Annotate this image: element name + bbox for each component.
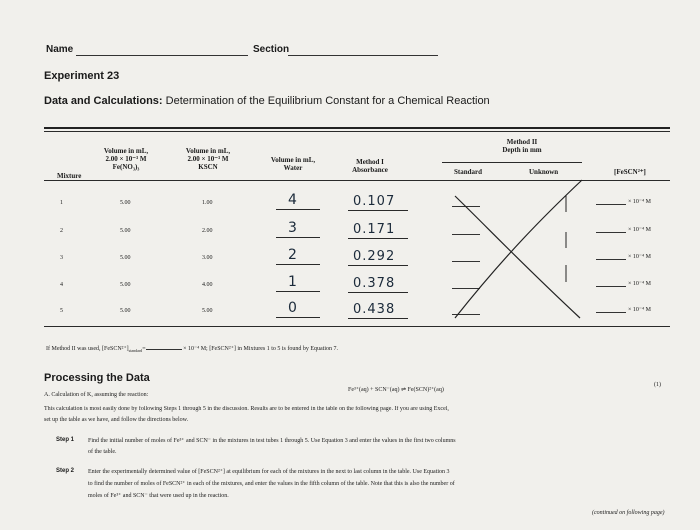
fescn-unit: × 10⁻⁴ M bbox=[628, 227, 651, 233]
header-fescn: [FeSCN²⁺] bbox=[614, 168, 646, 176]
absorbance-handwritten: 0.292 bbox=[353, 249, 396, 264]
note-blank[interactable] bbox=[146, 349, 182, 350]
fescn-unit: × 10⁻⁴ M bbox=[628, 281, 651, 287]
title-bold: Data and Calculations: bbox=[44, 95, 163, 107]
step1-line1: Find the initial number of moles of Fe³⁺ and SCN⁻ in the mixtures in test tubes 1 through 5. Use Equation 3 and enter the values in the first two columns bbox=[88, 438, 456, 444]
kscn-volume-cell: 4.00 bbox=[202, 282, 213, 288]
step2-line3: moles of Fe³⁺ and SCN⁻ that were used up in the reaction. bbox=[88, 493, 229, 499]
note-suffix: × 10⁻⁴ M; [FeSCN²⁺] in Mixtures 1 to 5 is found by Equation 7. bbox=[183, 346, 339, 352]
name-label: Name bbox=[46, 44, 74, 55]
header-method2-line2: Depth in mm bbox=[502, 146, 542, 154]
water-volume-handwritten: 0 bbox=[288, 300, 297, 316]
fe-volume-cell: 5.00 bbox=[120, 282, 131, 288]
fescn-unit: × 10⁻⁴ M bbox=[628, 199, 651, 205]
table-bottom-rule bbox=[44, 326, 670, 327]
title-rest: Determination of the Equilibrium Constant for a Chemical Reaction bbox=[162, 95, 490, 107]
mixture-number: 3 bbox=[60, 255, 63, 261]
equation-number: (1) bbox=[654, 382, 661, 388]
experiment-number: Experiment 23 bbox=[44, 70, 120, 82]
header-mixture: Mixture bbox=[57, 172, 82, 180]
header-water-line2: Water bbox=[283, 164, 303, 172]
kscn-volume-cell: 2.00 bbox=[202, 228, 213, 234]
header-kscn-line3: KSCN bbox=[198, 163, 218, 171]
kscn-volume-cell: 1.00 bbox=[202, 200, 213, 206]
kscn-volume-cell: 5.00 bbox=[202, 308, 213, 314]
reaction-equation: Fe³⁺(aq) + SCN⁻(aq) ⇌ Fe(SCN)²⁺(aq) bbox=[348, 387, 444, 393]
water-volume-handwritten: 3 bbox=[288, 220, 297, 236]
header-method2-line1: Method II bbox=[506, 138, 538, 146]
step2-label: Step 2 bbox=[56, 468, 75, 474]
header-water-line1: Volume in mL, bbox=[270, 156, 316, 164]
para1-line1: This calculation is most easily done by following Steps 1 through 5 in the discussion. Results are to be entered in the table on the following page. If you are using Excel, bbox=[44, 406, 449, 412]
fe-volume-cell: 5.00 bbox=[120, 200, 131, 206]
absorbance-handwritten: 0.438 bbox=[353, 302, 396, 317]
step1-line2: of the table. bbox=[88, 449, 117, 455]
absorbance-handwritten: 0.107 bbox=[353, 194, 396, 209]
mixture-number: 2 bbox=[60, 228, 63, 234]
water-volume-handwritten: 4 bbox=[288, 192, 297, 208]
header-fe-line1: Volume in mL, bbox=[103, 147, 149, 155]
mixture-number: 5 bbox=[60, 308, 63, 314]
water-volume-handwritten: 1 bbox=[288, 274, 297, 290]
fescn-unit: × 10⁻⁴ M bbox=[628, 254, 651, 260]
note-sub: standard bbox=[128, 348, 143, 354]
step2-line2: to find the number of moles of FeSCN²⁺ in each of the mixtures, and enter the values in the fifth column of the table. Note that this is also the number of bbox=[88, 481, 455, 487]
header-fe-line3: Fe(NO₃)₃ bbox=[112, 163, 140, 171]
section-label: Section bbox=[253, 44, 290, 55]
fe-volume-cell: 5.00 bbox=[120, 255, 131, 261]
mixture-number: 4 bbox=[60, 282, 63, 288]
step2-line1: Enter the experimentally determined value of [FeSCN²⁺] at equilibrium for each of the mixtures in the next to last column in the table. Use Equation 3 bbox=[88, 469, 450, 475]
header-kscn-line1: Volume in mL, bbox=[185, 147, 231, 155]
fe-volume-cell: 5.00 bbox=[120, 228, 131, 234]
header-method1-line2: Absorbance bbox=[352, 166, 388, 174]
note-prefix: If Method II was used, [FeSCN²⁺] bbox=[46, 346, 129, 352]
processing-heading: Processing the Data bbox=[44, 372, 150, 384]
header-unknown: Unknown bbox=[529, 168, 559, 176]
header-kscn-line2: 2.00 × 10⁻³ M bbox=[187, 155, 229, 163]
header-fe-line2: 2.00 × 10⁻³ M bbox=[105, 155, 147, 163]
mixture-number: 1 bbox=[60, 200, 63, 206]
fescn-unit: × 10⁻⁴ M bbox=[628, 307, 651, 313]
step1-label: Step 1 bbox=[56, 437, 75, 443]
fe-volume-cell: 5.00 bbox=[120, 308, 131, 314]
header-standard: Standard bbox=[454, 168, 483, 176]
para1-line2: set up the table as we have, and follow the directions below. bbox=[44, 417, 189, 423]
continued-note: (continued on following page) bbox=[592, 510, 665, 516]
kscn-volume-cell: 3.00 bbox=[202, 255, 213, 261]
header-method1-line1: Method I bbox=[356, 158, 384, 166]
absorbance-handwritten: 0.378 bbox=[353, 276, 396, 291]
water-volume-handwritten: 2 bbox=[288, 247, 297, 263]
absorbance-handwritten: 0.171 bbox=[353, 222, 396, 237]
part-a-label: A. Calculation of K, assuming the reaction: bbox=[44, 392, 149, 398]
method2-note: If Method II was used, $[FeSCN^{2+}]_{standard}= \times 10^{-4}$ M; [FeSCN²⁺] in Mixtures 1 to 5 is found by Equation 7. bbox=[46, 346, 339, 354]
